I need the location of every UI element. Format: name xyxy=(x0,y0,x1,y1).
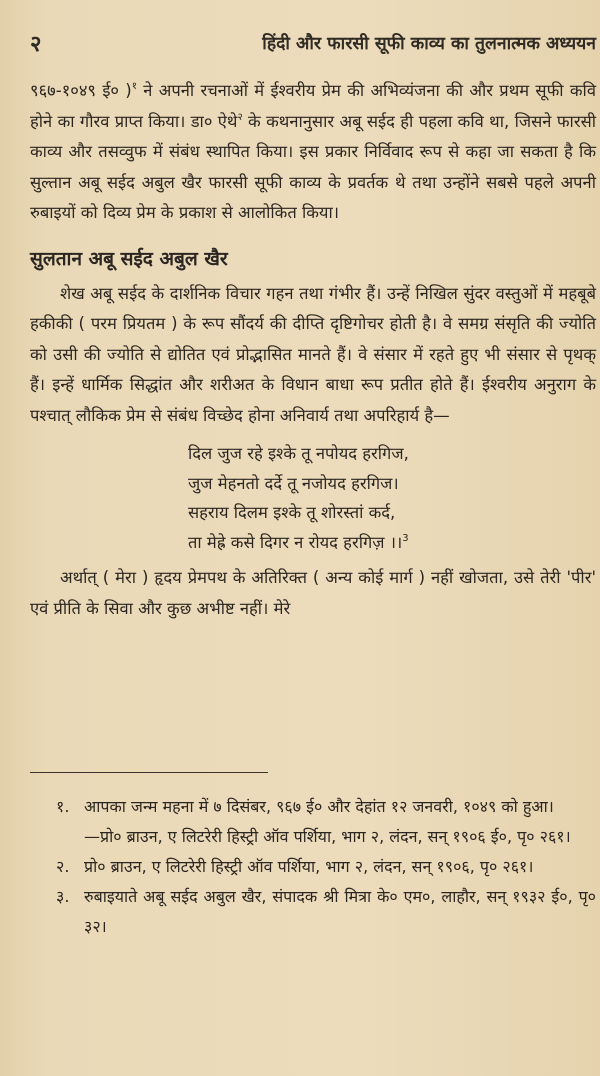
footnote-1 xyxy=(56,792,596,852)
intro-text-middle: ने अपनी रचनाओं में ईश्वरीय प्रेम की अभिव्यंजना की और प्रथम सूफी कवि होने का गौरव प्राप्त किया। डा० ऐथे xyxy=(30,81,596,131)
footnote-2 xyxy=(56,852,596,882)
footnote-ref-3: 3 xyxy=(402,532,409,544)
footnote-text: आपका जन्म महना में ७ दिसंबर, ९६७ ई० और देहांत १२ जनवरी, १०४९ को हुआ। xyxy=(84,797,554,816)
intro-paragraph xyxy=(30,76,596,229)
footnote-ref-2: २ xyxy=(237,111,243,123)
verse-line: जुज मेहनतो दर्दे तू नजोयद हरगिज। xyxy=(188,473,399,493)
page-header xyxy=(0,22,600,62)
footnotes xyxy=(56,792,596,942)
footnote-divider xyxy=(30,772,268,773)
running-head: हिंदी और फारसी सूफी काव्य का तुलनात्मक अध्ययन xyxy=(262,34,596,54)
footnote-number: २. xyxy=(56,857,70,876)
section-paragraph: शेख अबू सईद के दार्शनिक विचार गहन तथा गंभीर हैं। उन्हें निखिल सुंदर वस्तुओं में महबूबे हकीकी ( परम प्रियतम ) के रूप सौंदर्य की दीप्ति दृष्टिगोचर होती है। वे समग्र संसृति की ज्योति को उसी की ज्योति से द्योतित एवं प्रोद्भासित मानते हैं। वे संसार में रहते हुए भी संसार से पृथक् हैं। इन्हें धार्मिक सिद्धांत और शरीअत के विधान बाधा रूप प्रतीत होते हैं। ईश्वरीय अनुराग के पश्चात् लौकिक प्रेम से संबंध विच्छेद होना अनिवार्य तथा अपरिहार्य है— xyxy=(30,283,596,425)
footnote-ref-1: १ xyxy=(131,81,137,92)
footnote-body xyxy=(84,792,596,852)
verse-line xyxy=(188,528,596,558)
intro-text-start: ९६७-१०४९ ई० ) xyxy=(30,81,132,100)
footnote-text: प्रो० ब्राउन, ए लिटरेरी हिस्ट्री ऑव पर्शिया, भाग २, लंदन, सन् १९०६, पृ० २६१। xyxy=(84,857,534,876)
footnote-number: ३. xyxy=(56,887,70,906)
verse-line: दिल जुज रहे इश्के तू नपोयद हरगिज, xyxy=(188,444,409,463)
footnote-reference: —प्रो० ब्राउन, ए लिटरेरी हिस्ट्री ऑव पर्शिया, भाग २, लंदन, सन् १९०६ ई०, पृ० २६१। xyxy=(84,827,571,846)
footnote-3 xyxy=(56,882,596,942)
verse-line-text: ता मेह्रे कसे दिगर न रोयद हरगिज़ ।। xyxy=(188,532,403,552)
intro-text-end: के कथनानुसार अबू सईद ही पहला कवि था, जिसने फारसी काव्य और तसव्वुफ में संबंध स्थापित किया। इस प्रकार निर्विवाद रूप से कहा जा सकता है कि सुल्तान अबू सईद अबुल खैर फारसी सूफी काव्य के प्रवर्तक थे तथा उन्होंने सबसे पहले अपनी रुबाइयों को दिव्य प्रेम के प्रकाश से आलोकित किया। xyxy=(30,111,596,222)
footnote-number: १. xyxy=(56,797,70,816)
verse-block xyxy=(188,439,596,557)
footnote-text: रुबाइयाते अबू सईद अबुल खैर, संपादक श्री मित्रा के० एम०, लाहौर, सन् १९३२ ई०, पृ० ३२। xyxy=(84,887,596,936)
verse-line: सहराय दिलम इश्के तू शोरस्तां कर्द, xyxy=(188,503,396,522)
body-text xyxy=(30,76,596,624)
section-heading: सुलतान अबू सईद अबुल खैर xyxy=(30,247,228,270)
page-number: २ xyxy=(30,32,42,57)
after-verse-paragraph: अर्थात् ( मेरा ) हृदय प्रेमपथ के अतिरिक्त ( अन्य कोई मार्ग ) नहीं खोजता, उसे तेरी 'पीर' एवं प्रीति के सिवा और कुछ अभीष्ट नहीं। मेरे xyxy=(30,568,596,618)
